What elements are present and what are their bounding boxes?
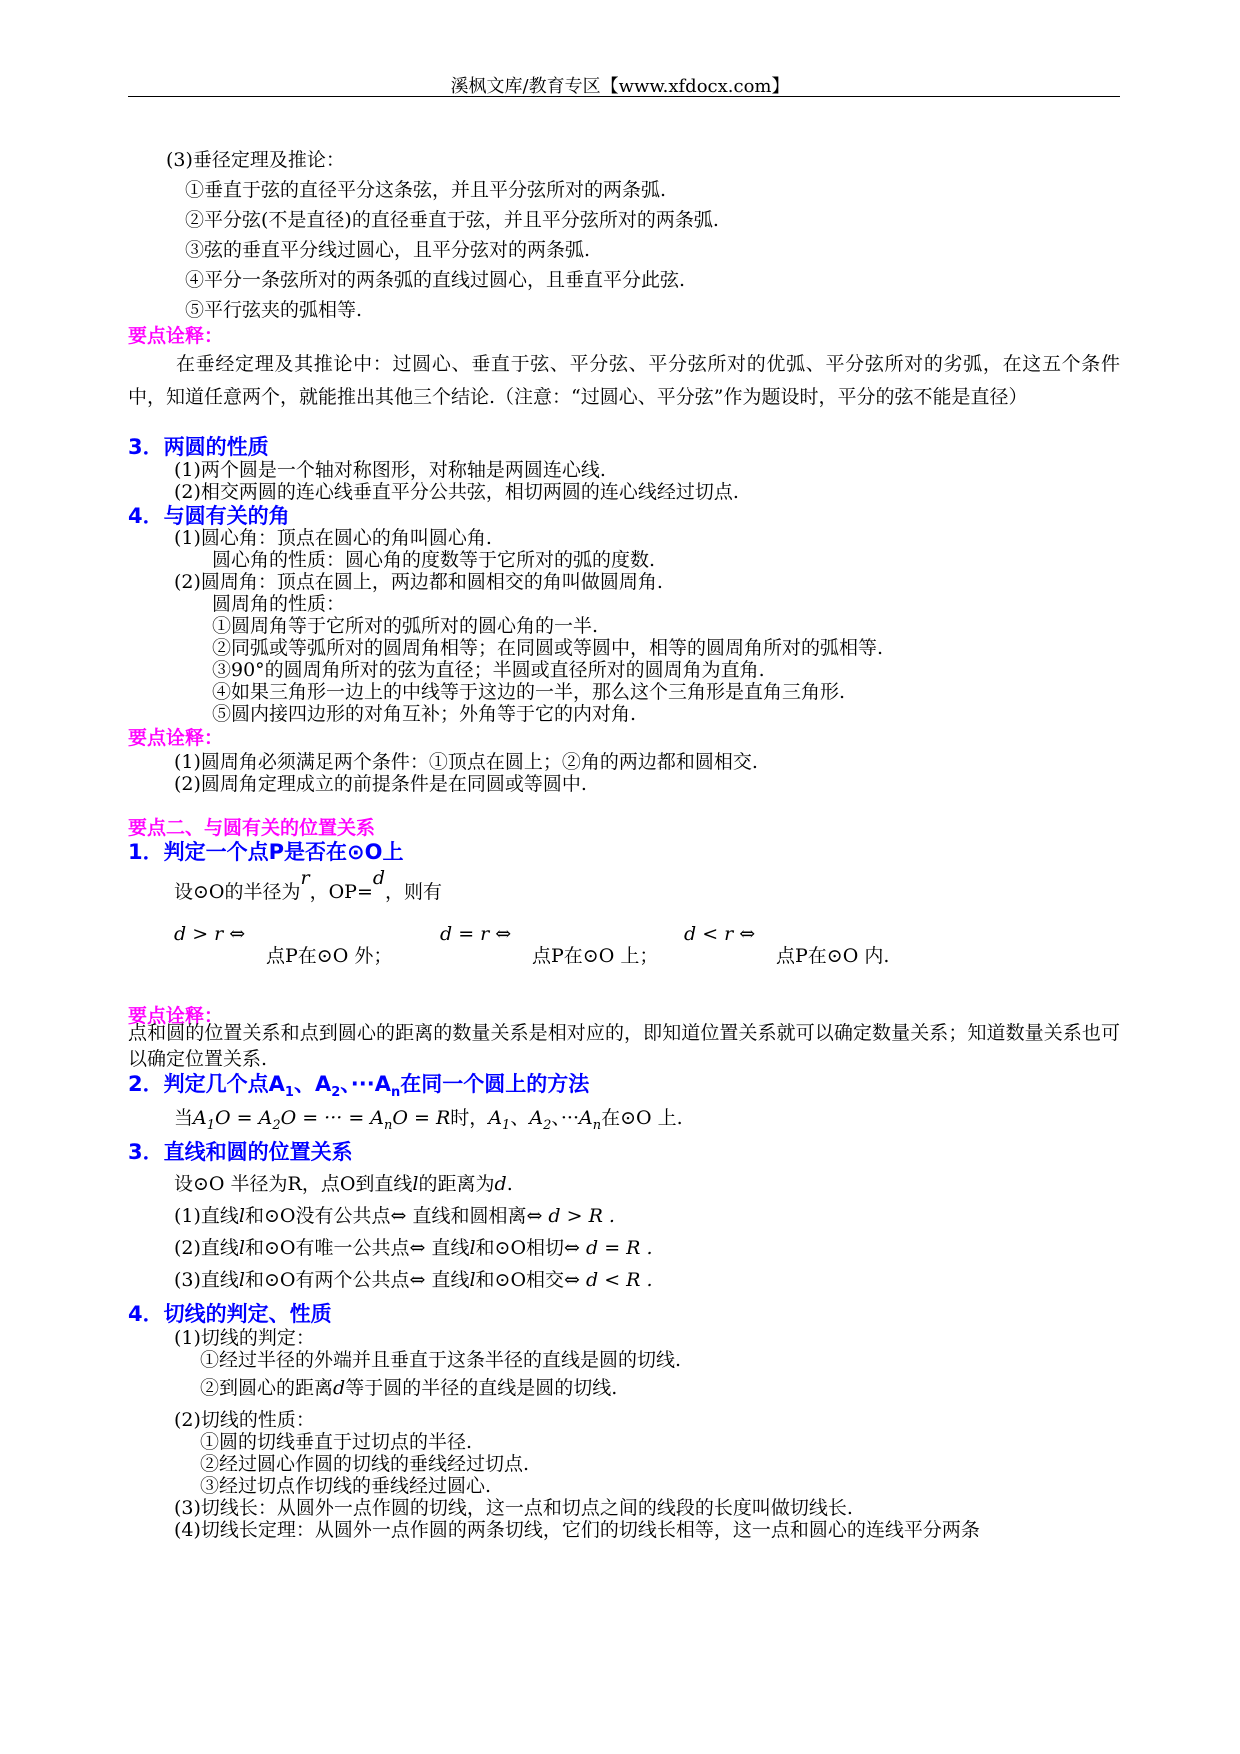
subscript: 2: [272, 1117, 281, 1133]
header-rule: [128, 96, 1120, 97]
text-line: (4)切线长定理：从圆外一点作圆的两条切线，它们的切线长相等，这一点和圆心的连线平分两条: [174, 1519, 980, 1541]
page-header: 溪枫文库/教育专区【www.xfdocx.com】: [450, 76, 790, 97]
text-fragment: 在⊙O 上.: [601, 1107, 683, 1129]
text-fragment: ②到圆心的距离: [200, 1377, 334, 1399]
text-fragment: (1)直线: [174, 1205, 239, 1227]
separator: 、···: [551, 1107, 579, 1129]
subscript: 1: [284, 1085, 294, 1101]
text-line: (3)切线长：从圆外一点作圆的切线，这一点和切点之间的线段的长度叫做切线长.: [174, 1497, 853, 1519]
text-fragment: ，OP=: [309, 881, 373, 903]
separator: 、: [293, 1072, 315, 1096]
text-line: 圆周角的性质：: [212, 593, 346, 615]
math-d: d: [333, 1377, 346, 1399]
text-line: ②平分弦(不是直径)的直径垂直于弦，并且平分弦所对的两条弧.: [185, 209, 719, 231]
formula-line: [174, 1268, 653, 1292]
heading-fragment: 在同一个圆上的方法: [400, 1072, 590, 1096]
math-relation: d < r ⇔: [684, 923, 756, 945]
text-fragment: 和⊙O相交: [475, 1269, 565, 1291]
section-note-label: 要点诠释：: [128, 1005, 224, 1027]
math-l: l: [238, 1205, 245, 1227]
period: .: [506, 1173, 513, 1195]
formula-line: [200, 1376, 617, 1400]
section-heading: 4．与圆有关的角: [128, 504, 290, 528]
text-line: (1)圆周角必须满足两个条件：①顶点在圆上；②角的两边都和圆相交.: [174, 751, 758, 773]
math-relation: ⇔ d > R .: [526, 1205, 615, 1227]
section-heading: 3．直线和圆的位置关系: [128, 1140, 353, 1164]
text-line: (3)垂径定理及推论：: [166, 149, 345, 171]
text-line: ①垂直于弦的直径平分这条弦，并且平分弦所对的两条弧.: [185, 179, 667, 201]
text-fragment: 和⊙O有两个公共点⇔ 直线: [245, 1269, 470, 1291]
math-d: d: [372, 867, 386, 889]
text-line: (2)切线的性质：: [174, 1409, 315, 1431]
math-point: A: [193, 1107, 207, 1129]
math-d: d: [494, 1173, 507, 1195]
section-note-label: 要点诠释：: [128, 325, 224, 347]
separator: 、···: [340, 1072, 375, 1096]
math-point: A: [578, 1107, 593, 1129]
subscript: 1: [502, 1117, 511, 1133]
subscript: n: [384, 1117, 393, 1133]
text-line: 点P在⊙O 内.: [776, 945, 890, 967]
text-line: ③弦的垂直平分线过圆心，且平分弦对的两条弧.: [185, 239, 591, 261]
math-point: A: [268, 1072, 285, 1096]
formula-line: [174, 867, 443, 904]
text-fragment: 设⊙O 半径为R，点O到直线: [174, 1173, 413, 1195]
math-relation: ⇔ d = R .: [564, 1237, 653, 1259]
math-l: l: [469, 1269, 476, 1291]
heading-fragment: 2．判定几个点: [128, 1072, 269, 1096]
math-relation: d = r ⇔: [440, 923, 512, 945]
math-point: A: [374, 1072, 391, 1096]
text-line: (2)圆周角定理成立的前提条件是在同圆或等圆中.: [174, 773, 587, 795]
section-heading: 1．判定一个点P是否在⊙O上: [128, 840, 404, 864]
section-note-label: 要点诠释：: [128, 727, 224, 749]
math-relation: d > r ⇔: [174, 923, 246, 945]
text-fragment: 时，: [450, 1107, 489, 1129]
math-r: r: [300, 867, 310, 889]
formula-line: [174, 1236, 653, 1260]
text-line: (1)圆心角：顶点在圆心的角叫圆心角.: [174, 527, 492, 549]
text-line: 点P在⊙O 外；: [266, 945, 393, 967]
text-line: ③经过切点作切线的垂线经过圆心.: [200, 1475, 492, 1497]
paragraph: 在垂经定理及其推论中：过圆心、垂直于弦、平分弦、平分弦所对的优弧、平分弦所对的劣弧，在这五个条件中，知道任意两个，就能推出其他三个结论.（注意：“过圆心、平分弦”作为题设时，平分的弦不能是直径）: [128, 353, 1120, 408]
subscript: n: [390, 1085, 401, 1101]
text-line: ⑤平行弦夹的弧相等.: [185, 299, 363, 321]
math-point: A: [529, 1107, 544, 1129]
separator: 、: [510, 1107, 530, 1129]
text-line: 圆心角的性质：圆心角的度数等于它所对的弧的度数.: [212, 549, 656, 571]
section-heading: 4．切线的判定、性质: [128, 1302, 332, 1326]
text-line: 点P在⊙O 上；: [532, 945, 659, 967]
text-line: ⑤圆内接四边形的对角互补；外角等于它的内对角.: [212, 703, 637, 725]
math-l: l: [469, 1237, 476, 1259]
text-line: (2)圆周角：顶点在圆上，两边都和圆相交的角叫做圆周角.: [174, 571, 663, 593]
math-fragment: O = R: [392, 1107, 451, 1129]
text-line: ①圆的切线垂直于过切点的半径.: [200, 1431, 473, 1453]
text-line: ③90°的圆周角所对的弦为直径；半圆或直径所对的圆周角为直角.: [212, 659, 765, 681]
subscript: 1: [206, 1117, 216, 1133]
math-fragment: O = A: [215, 1107, 273, 1129]
section-title: 要点二、与圆有关的位置关系: [128, 817, 376, 839]
math-point: A: [488, 1107, 503, 1129]
text-fragment: 的距离为: [418, 1173, 495, 1195]
formula-line: [174, 1204, 615, 1228]
text-line: ①经过半径的外端并且垂直于这条半径的直线是圆的切线.: [200, 1349, 682, 1371]
text-fragment: 当: [174, 1107, 194, 1129]
text-line: ②同弧或等弧所对的圆周角相等；在同圆或等圆中，相等的圆周角所对的弧相等.: [212, 637, 884, 659]
text-fragment: 和⊙O有唯一公共点⇔ 直线: [245, 1237, 470, 1259]
math-point: A: [314, 1072, 332, 1096]
subscript: n: [592, 1117, 602, 1133]
text-fragment: 和⊙O相切: [475, 1237, 565, 1259]
subscript: 2: [543, 1117, 552, 1133]
text-fragment: 等于圆的半径的直线是圆的切线.: [345, 1377, 618, 1399]
paragraph: 点和圆的位置关系和点到圆心的距离的数量关系是相对应的，即知道位置关系就可以确定数量关系；知道数量关系也可以确定位置关系.: [128, 1022, 1120, 1070]
math-l: l: [238, 1269, 245, 1291]
math-l: l: [412, 1173, 419, 1195]
formula-line: [174, 1106, 683, 1138]
text-line: (1)两个圆是一个轴对称图形，对称轴是两圆连心线.: [174, 459, 606, 481]
text-fragment: 和⊙O没有公共点⇔ 直线和圆相离: [245, 1205, 527, 1227]
text-fragment: 设⊙O的半径为: [174, 881, 301, 903]
text-line: ④平分一条弦所对的两条弧的直线过圆心，且垂直平分此弦.: [185, 269, 686, 291]
text-fragment: (3)直线: [174, 1269, 239, 1291]
math-relation: ⇔ d < R .: [564, 1269, 653, 1291]
text-line: ①圆周角等于它所对的弧所对的圆心角的一半.: [212, 615, 599, 637]
text-fragment: (2)直线: [174, 1237, 239, 1259]
formula-line: [174, 1172, 513, 1196]
subscript: 2: [331, 1085, 341, 1101]
text-line: (1)切线的判定：: [174, 1327, 315, 1349]
math-fragment: O = ··· = A: [280, 1107, 385, 1129]
section-heading: 3．两圆的性质: [128, 435, 269, 459]
text-line: ②经过圆心作圆的切线的垂线经过切点.: [200, 1453, 530, 1475]
text-line: (2)相交两圆的连心线垂直平分公共弦，相切两圆的连心线经过切点.: [174, 481, 739, 503]
text-fragment: ，则有: [385, 881, 443, 903]
math-l: l: [238, 1237, 245, 1259]
text-line: ④如果三角形一边上的中线等于这边的一半，那么这个三角形是直角三角形.: [212, 681, 846, 703]
section-heading: [128, 1072, 589, 1105]
